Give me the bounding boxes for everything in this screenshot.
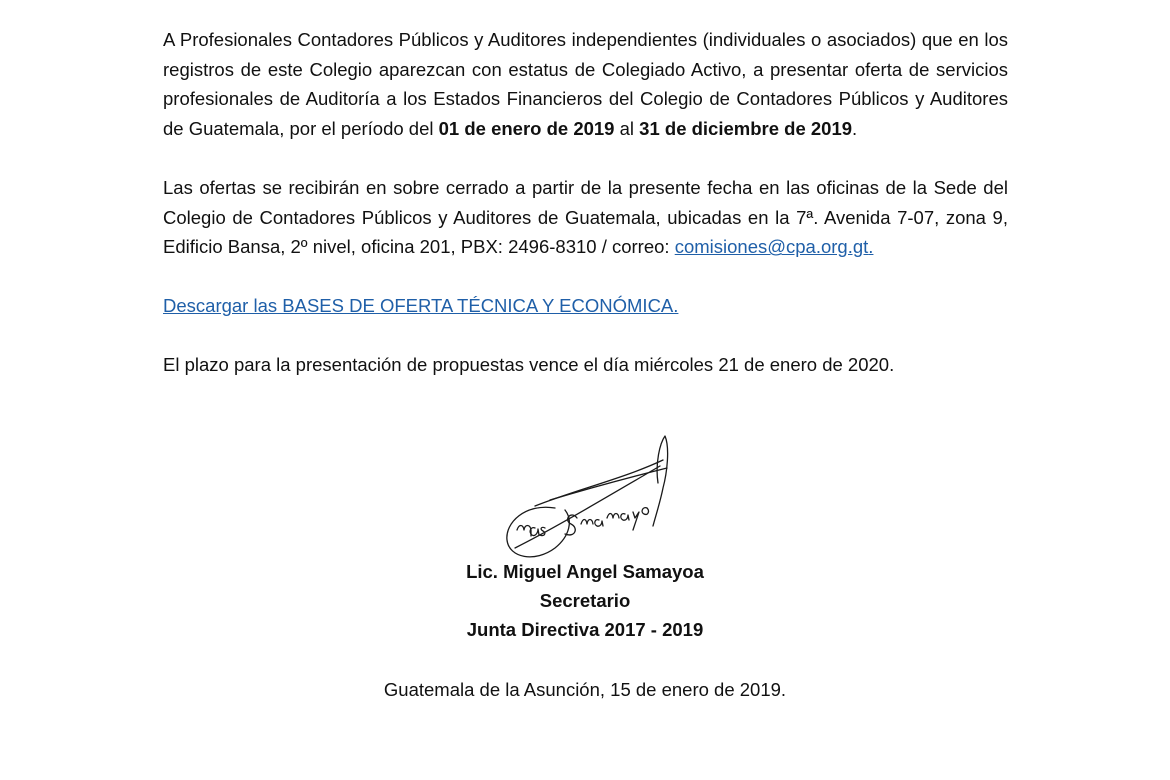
- submission-period: .: [868, 236, 874, 258]
- period-start-date: 01 de enero de 2019: [438, 118, 615, 140]
- signatory-title: Secretario: [539, 590, 631, 611]
- email-link[interactable]: comisiones@cpa.org.gt: [674, 236, 869, 258]
- download-paragraph: [163, 291, 1008, 321]
- handwritten-signature: [495, 428, 695, 573]
- place-and-date: Guatemala de la Asunción, 15 de enero de 2019.: [383, 679, 787, 700]
- invitation-paragraph: [163, 25, 1008, 144]
- invitation-text: A Profesionales Contadores Públicos y Auditores independientes (individuales o asociados) que en los registros de este Colegio aparezcan con estatus de Colegiado Activo, a presentar oferta de servicios profesionales de Auditoría a los Estados Financieros del Colegio de Contadores Públicos y Auditores de Guatemala, por el período del: [163, 29, 1008, 140]
- invitation-connector: al: [614, 118, 640, 140]
- deadline-paragraph: El plazo para la presentación de propuestas vence el día miércoles 21 de enero de 2020.: [163, 354, 895, 375]
- submission-paragraph: [163, 173, 1008, 262]
- signatory-board: Junta Directiva 2017 - 2019: [466, 619, 704, 640]
- download-bases-link[interactable]: Descargar las BASES DE OFERTA TÉCNICA Y ECONÓMICA.: [163, 295, 679, 316]
- period-end-date: 31 de diciembre de 2019: [639, 118, 853, 140]
- submission-text: Las ofertas se recibirán en sobre cerrado a partir de la presente fecha en las oficinas de la Sede del Colegio de Contadores Públicos y Auditores de Guatemala, ubicadas en la 7ª. Avenida 7-07, zona 9, Edificio Bansa, 2º nivel, oficina 201, PBX: 2496-8310 / correo:: [163, 177, 1008, 258]
- signatory-name: Lic. Miguel Angel Samayoa: [466, 561, 704, 582]
- invitation-period: .: [852, 118, 858, 140]
